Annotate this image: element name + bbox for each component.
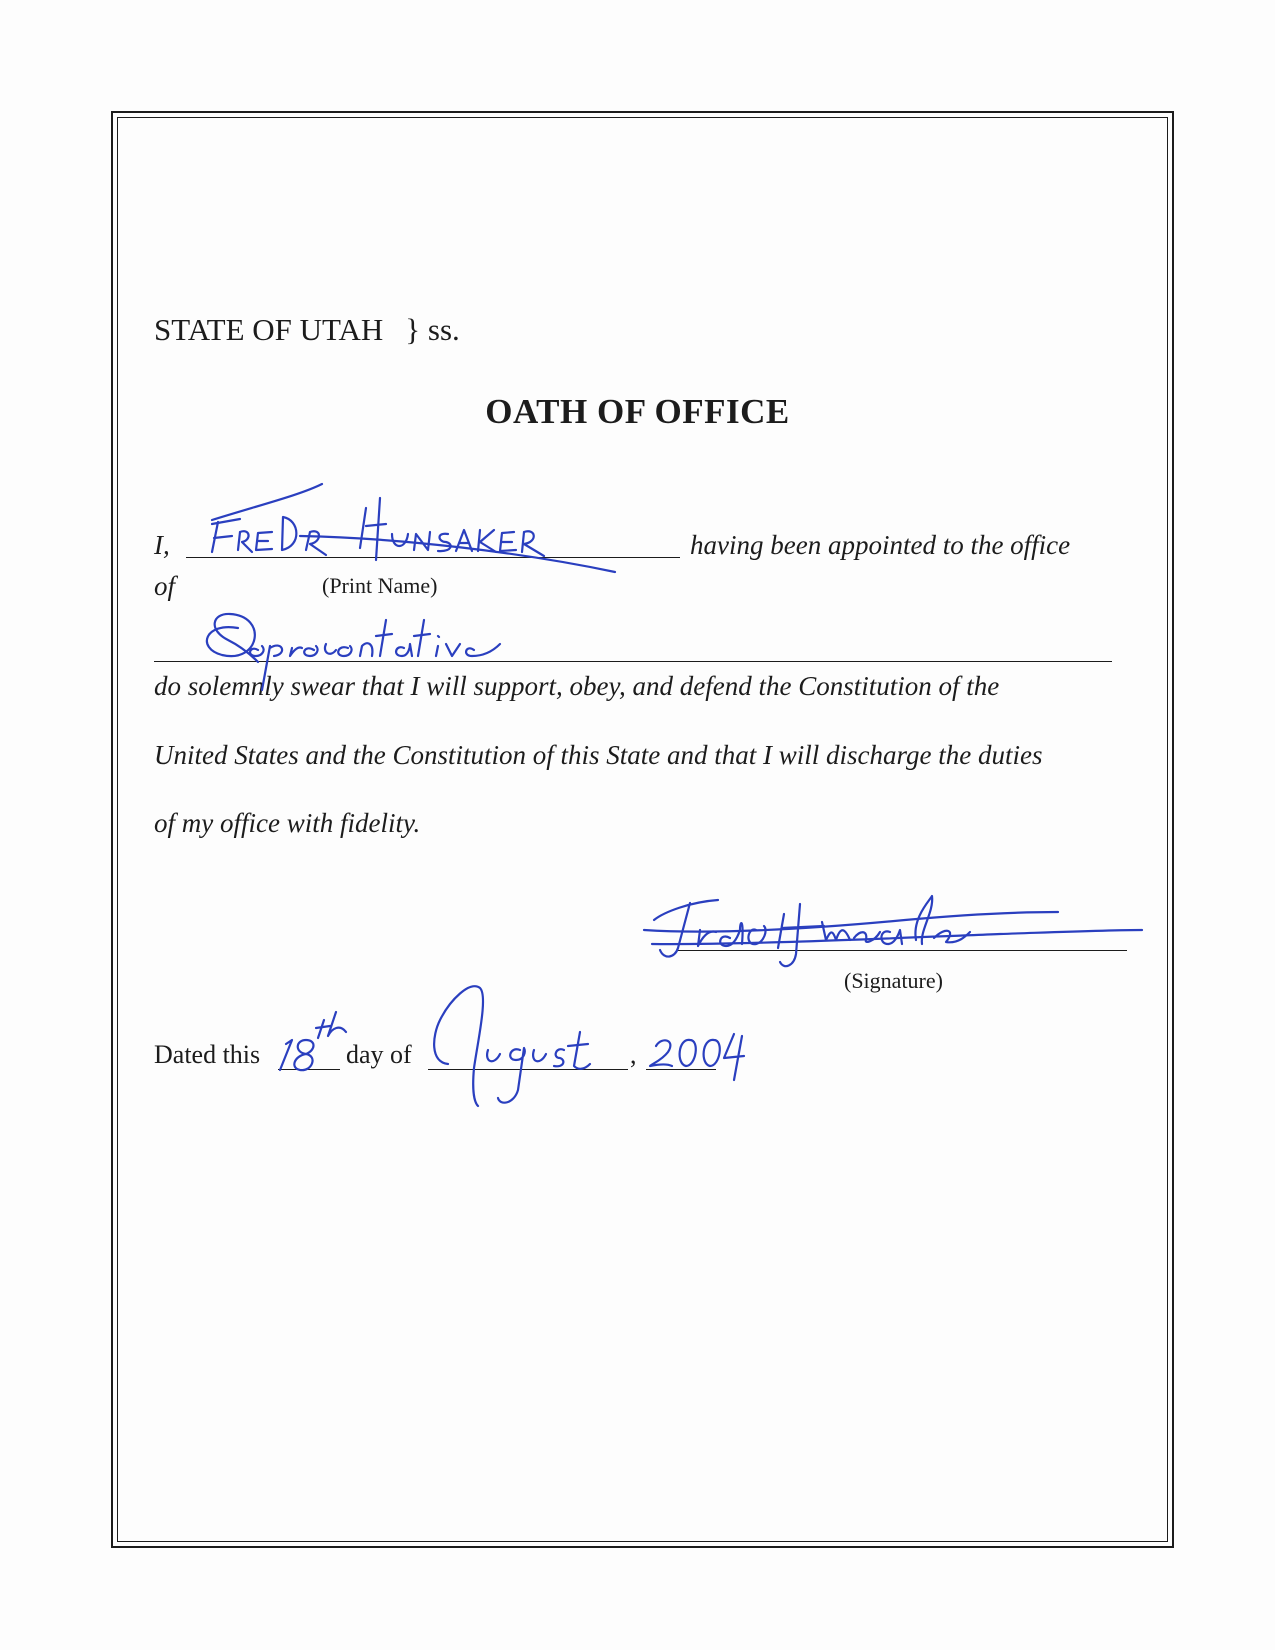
date-comma: , (630, 1040, 637, 1069)
state-ss: ss. (427, 312, 460, 347)
day-of-text: day of (346, 1040, 412, 1069)
print-name-label: (Print Name) (322, 573, 438, 598)
state-name: STATE OF UTAH (154, 312, 384, 347)
handwritten-office (207, 614, 500, 690)
signature-label: (Signature) (844, 968, 943, 993)
of-text: of (154, 571, 176, 601)
handwritten-signature (644, 896, 1142, 966)
handwritten-day (280, 1012, 346, 1070)
name-prefix: I, (154, 530, 170, 560)
handwritten-month (434, 986, 590, 1106)
dated-prefix: Dated this (154, 1040, 261, 1069)
handwritten-year (650, 1034, 744, 1080)
document-title: OATH OF OFFICE (485, 392, 790, 431)
appointed-text: having been appointed to the office (690, 530, 1071, 560)
oath-line-2: United States and the Constitution of this State and that I will discharge the duties (154, 740, 1043, 770)
oath-line-1: do solemnly swear that I will support, obey, and defend the Constitution of the (154, 671, 1000, 701)
oath-line-3: of my office with fidelity. (154, 808, 421, 838)
state-brace: } (405, 312, 421, 347)
handwritten-name (212, 484, 615, 572)
